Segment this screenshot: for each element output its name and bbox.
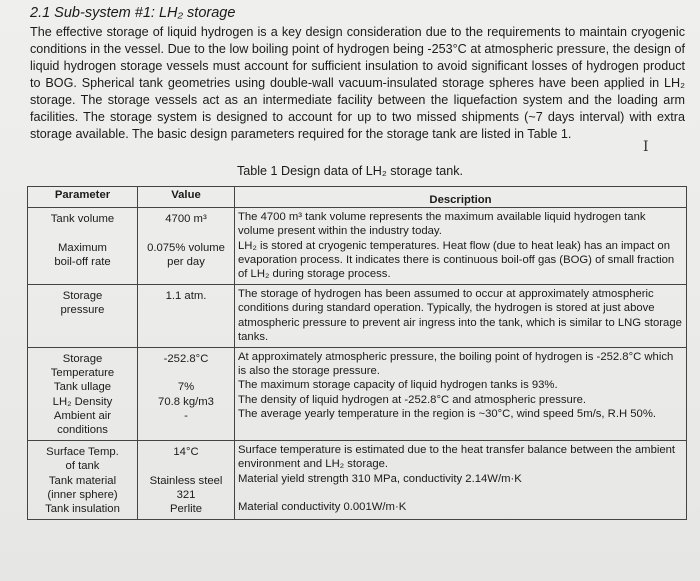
parameter-line: of tank xyxy=(65,460,100,473)
value-line: 4700 m³ xyxy=(165,213,207,226)
value-cell xyxy=(138,441,235,520)
value-line: 14°C xyxy=(173,446,199,459)
value-line: 7% xyxy=(177,381,195,394)
design-data-table xyxy=(27,186,687,520)
parameter-line: Maximum xyxy=(58,241,107,254)
description-text: At approximately atmospheric pressure, the boiling point of hydrogen is -252.8°C which is also the storage pressure. xyxy=(238,351,674,378)
value-cell xyxy=(138,348,235,441)
value-line xyxy=(141,366,231,380)
value-line: 0.075% volume xyxy=(147,241,225,254)
value-line: Perlite xyxy=(169,503,203,516)
parameter-line: Temperature xyxy=(50,367,115,380)
parameter-line: Tank material xyxy=(48,474,117,487)
value-cell xyxy=(138,208,235,285)
table-row xyxy=(28,208,687,285)
value-line: 321 xyxy=(176,488,196,501)
value-line: per day xyxy=(167,255,205,268)
parameter-cell xyxy=(28,208,138,285)
header-description: Description xyxy=(235,187,687,208)
parameter-cell xyxy=(28,285,138,348)
paragraph-text: The effective storage of liquid hydrogen is a key design consideration due to the requirements to maintain cryogenic conditions in the vessel. Due to the low boiling point of hydrogen being -253°C at atmospheric pressure, the design of liquid hydrogen storage vessels must account for sufficient insulation to avoid significant losses of hydrogen product to BOG. Spherical tank geometries using double-wall vacuum-insulated storage spheres have been applied in LH₂ storage. The storage vessels act as an intermediate facility between the liquefaction system and the loading arm facilities. The storage system is designed to account for up to two missed shipments (~7 days interval) with extra storage available. The basic design parameters required for the storage tank are listed in Table 1. xyxy=(30,25,685,141)
description-text: Material yield strength 310 MPa, conductivity 2.14W/m·K xyxy=(238,472,522,485)
description-text xyxy=(238,486,683,500)
description-text: The storage of hydrogen has been assumed to occur at approximately atmospheric conditions during standard operation. Typically, the hydrogen is stored at just above atmospheric pressure to prevent air ingress into the tank, which is similar to LNG storage tanks. xyxy=(238,288,682,343)
table-header-row xyxy=(28,187,687,208)
parameter-line: Tank volume xyxy=(50,213,115,226)
description-cell xyxy=(235,208,687,285)
section-heading: 2.1 Sub-system #1: LH₂ storage xyxy=(30,5,236,21)
table-row xyxy=(28,285,687,348)
value-line xyxy=(141,459,231,473)
table-row xyxy=(28,348,687,441)
description-cell xyxy=(235,285,687,348)
header-value: Value xyxy=(138,187,235,208)
parameter-cell xyxy=(28,348,138,441)
value-line: 1.1 atm. xyxy=(165,290,207,303)
parameter-line: Tank ullage xyxy=(53,381,112,394)
text-cursor-icon: I xyxy=(643,139,649,155)
value-line: - xyxy=(184,409,188,422)
description-text: The 4700 m³ tank volume represents the maximum available liquid hydrogen tank volume present within the industry today. xyxy=(238,211,646,238)
value-line: Stainless steel xyxy=(149,474,223,487)
table-caption: Table 1 Design data of LH₂ storage tank. xyxy=(236,164,464,178)
parameter-line: Storage xyxy=(62,290,103,303)
parameter-line: conditions xyxy=(57,424,108,437)
parameter-line: Storage xyxy=(62,353,103,366)
description-text: The density of liquid hydrogen at -252.8°C and atmospheric pressure. xyxy=(238,393,587,406)
description-cell xyxy=(235,441,687,520)
description-text: Surface temperature is estimated due to the heat transfer balance between the ambient environment and LH₂ storage. xyxy=(238,444,676,471)
value-line: -252.8°C xyxy=(163,353,209,366)
parameter-line: Surface Temp. xyxy=(46,446,119,459)
description-text: Material conductivity 0.001W/m·K xyxy=(238,501,407,514)
parameter-line: LH₂ Density xyxy=(52,395,113,408)
value-line xyxy=(141,226,231,240)
parameter-line xyxy=(31,226,134,240)
value-line: 70.8 kg/m3 xyxy=(158,395,214,408)
parameter-line: Tank insulation xyxy=(45,503,120,516)
parameter-line: pressure xyxy=(60,304,105,317)
body-paragraph xyxy=(30,24,685,143)
parameter-line: Ambient air xyxy=(53,409,112,422)
table-row xyxy=(28,441,687,520)
header-parameter: Parameter xyxy=(28,187,138,208)
description-cell xyxy=(235,348,687,441)
parameter-line: boil-off rate xyxy=(54,255,111,268)
description-text: The maximum storage capacity of liquid hydrogen tanks is 93%. xyxy=(238,379,558,392)
parameter-cell xyxy=(28,441,138,520)
value-cell xyxy=(138,285,235,348)
parameter-line: (inner sphere) xyxy=(47,488,118,501)
description-text: The average yearly temperature in the region is ~30°C, wind speed 5m/s, R.H 50%. xyxy=(238,407,657,420)
description-text: LH₂ is stored at cryogenic temperatures. Heat flow (due to heat leak) has an impact on evaporation process. It indicates there is continuous boil-off gas (BOG) of small fraction of LH₂ during storage process. xyxy=(238,239,675,281)
